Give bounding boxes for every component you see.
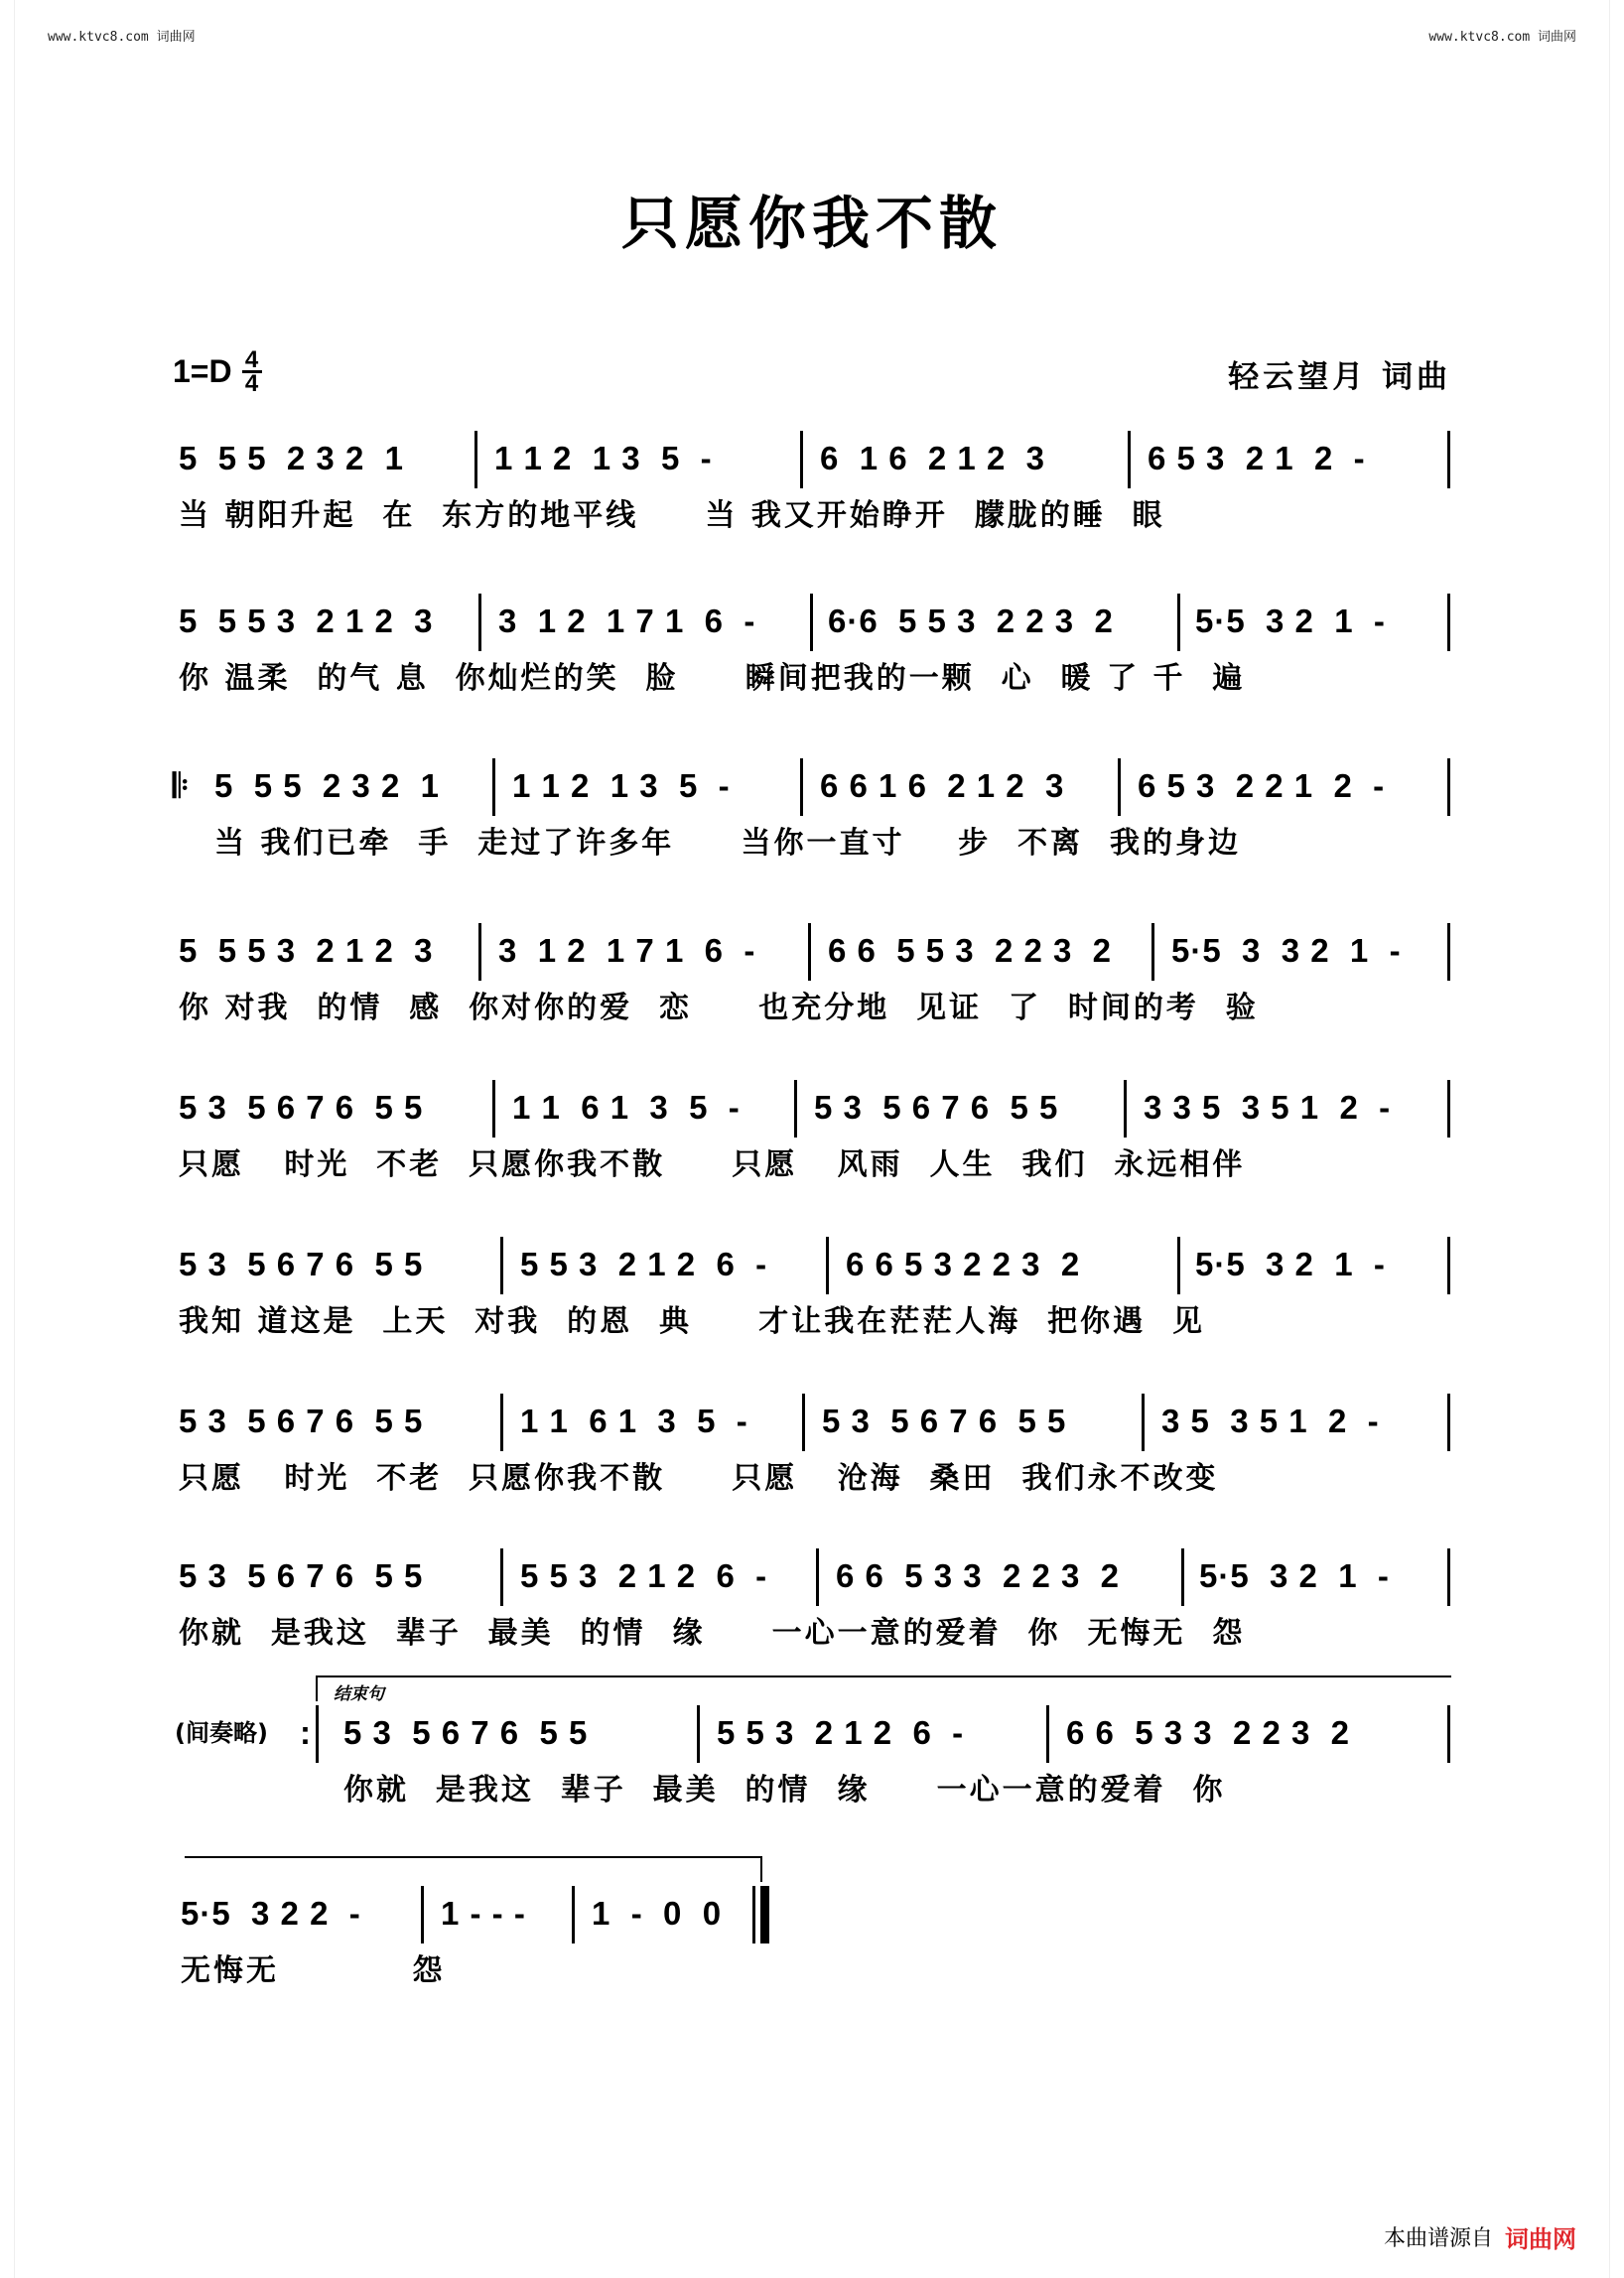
measure: 1 1 6 1 3 5 - [520, 1403, 748, 1439]
measure: 6 5 3 2 2 1 2 - [1138, 767, 1386, 804]
lyrics-line: 我知 道这是 上天 对我 的恩 典 才让我在茫茫人海 把你遇 见 [179, 1304, 1205, 1339]
lyrics-line: 只愿 时光 不老 只愿你我不散 只愿 风雨 人生 我们 永远相伴 [179, 1147, 1246, 1182]
measure: 5·5 3 3 2 1 - [1171, 932, 1402, 969]
bar-line [572, 1886, 575, 1943]
bar-line [1447, 594, 1450, 651]
measure: 6·6 5 5 3 2 2 3 2 [828, 603, 1114, 639]
bar-line [474, 431, 477, 488]
time-top: 4 [244, 346, 259, 373]
bar-line [808, 923, 811, 981]
lyrics-line: 你 温柔 的气 息 你灿烂的笑 脸 瞬间把我的一颗 心 暖 了 千 遍 [179, 661, 1246, 696]
score-row-3 [0, 764, 1624, 903]
measure: 5 5 5 2 3 2 1 [179, 440, 404, 476]
score-row-6 [0, 1243, 1624, 1382]
measure: 5 5 5 2 3 2 1 [214, 767, 440, 804]
measure: 1 1 2 1 3 5 - [512, 767, 731, 804]
key-label: 1=D [173, 353, 232, 389]
bar-line [826, 1237, 829, 1294]
measure: 5 5 3 2 1 2 6 - [520, 1246, 768, 1282]
bar-line [478, 923, 481, 981]
score-row-4 [0, 929, 1624, 1068]
bar-line [1118, 758, 1121, 816]
volta-bracket-end [185, 1856, 762, 1882]
bar-line [816, 1548, 819, 1606]
measure: 3 3 5 3 5 1 2 - [1144, 1089, 1392, 1126]
bar-line [1447, 758, 1450, 816]
measure: 5 3 5 6 7 6 5 5 [179, 1089, 424, 1126]
measure: 5·5 3 2 1 - [1195, 1246, 1386, 1282]
site-header-right[interactable]: www.ktvc8.com 词曲网 [1428, 30, 1576, 45]
bar-line [1447, 1705, 1450, 1763]
bar-line [1447, 1080, 1450, 1138]
bar-line [1447, 923, 1450, 981]
score-row-1 [0, 437, 1624, 576]
bar-line [800, 758, 803, 816]
bar-line [800, 431, 803, 488]
measure: 6 6 1 6 2 1 2 3 [820, 767, 1065, 804]
measure: 5·5 3 2 1 - [1199, 1557, 1390, 1594]
footer-brand-link[interactable]: 词曲网 [1505, 2225, 1576, 2253]
measure: 6 6 5 5 3 2 2 3 2 [828, 932, 1113, 969]
song-title: 只愿你我不散 [620, 190, 1003, 257]
time-bottom: 4 [244, 370, 259, 397]
measure: 5 3 5 6 7 6 5 5 [179, 1557, 424, 1594]
measure: 5·5 3 2 1 - [1195, 603, 1386, 639]
measure: 5 5 3 2 1 2 6 - [717, 1714, 965, 1751]
measure: 3 1 2 1 7 1 6 - [498, 603, 756, 639]
score-row-ending [0, 1711, 1624, 1850]
bar-line [1447, 431, 1450, 488]
measure: 5 3 5 6 7 6 5 5 [179, 1246, 424, 1282]
measure: 5 3 5 6 7 6 5 5 [822, 1403, 1067, 1439]
bar-line [1177, 594, 1180, 651]
bar-line [1142, 1394, 1145, 1451]
composer-credit: 轻云望月 词曲 [1228, 359, 1451, 395]
score-row-final [0, 1892, 1624, 2031]
site-header-left[interactable]: www.ktvc8.com 词曲网 [48, 30, 196, 45]
measure: 6 6 5 3 3 2 2 3 2 [1066, 1714, 1351, 1751]
lyrics-line: 当 我们已牵 手 走过了许多年 当你一直寸 步 不离 我的身边 [214, 826, 1241, 861]
score-row-8 [0, 1554, 1624, 1693]
bar-line [316, 1705, 319, 1763]
repeat-start-sign: 𝄆 [173, 767, 190, 804]
bar-line [697, 1705, 700, 1763]
lyrics-line: 你 对我 的情 感 你对你的爱 恋 也充分地 见证 了 时间的考 验 [179, 991, 1259, 1025]
bar-line [492, 1080, 495, 1138]
measure: 1 1 2 1 3 5 - [494, 440, 713, 476]
volta-bracket [316, 1675, 1451, 1701]
measure: 5 5 5 3 2 1 2 3 [179, 932, 434, 969]
bar-line [492, 758, 495, 816]
bar-line [794, 1080, 797, 1138]
bar-line [1124, 1080, 1127, 1138]
measure: 5 5 3 2 1 2 6 - [520, 1557, 768, 1594]
bar-line [1447, 1394, 1450, 1451]
lyrics-line: 无悔无 怨 [181, 1953, 446, 1988]
bar-line [421, 1886, 424, 1943]
measure: 1 - - - [441, 1895, 526, 1932]
lyrics-line: 你就 是我这 辈子 最美 的情 缘 一心一意的爱着 你 无悔无 怨 [179, 1616, 1246, 1651]
measure: 1 1 6 1 3 5 - [512, 1089, 741, 1126]
measure: 5 3 5 6 7 6 5 5 [343, 1714, 589, 1751]
measure: 5 5 5 3 2 1 2 3 [179, 603, 434, 639]
source-footer [1384, 2219, 1576, 2254]
lyrics-line: 你就 是我这 辈子 最美 的情 缘 一心一意的爱着 你 [343, 1773, 1226, 1808]
volta-label: 结束句 [334, 1684, 384, 1704]
lyrics-line: 只愿 时光 不老 只愿你我不散 只愿 沧海 桑田 我们永不改变 [179, 1461, 1219, 1496]
bar-line [1181, 1548, 1184, 1606]
bar-line [802, 1394, 805, 1451]
bar-line [1447, 1548, 1450, 1606]
repeat-end-sign: : [300, 1714, 311, 1751]
key-signature [173, 346, 262, 397]
final-bar-thick [760, 1886, 769, 1943]
measure: 6 1 6 2 1 2 3 [820, 440, 1045, 476]
bar-line [500, 1548, 503, 1606]
measure: 5 3 5 6 7 6 5 5 [814, 1089, 1059, 1126]
interlude-note: (间奏略) [175, 1719, 268, 1747]
bar-line [1177, 1237, 1180, 1294]
measure: 3 5 3 5 1 2 - [1161, 1403, 1380, 1439]
bar-line [1046, 1705, 1049, 1763]
measure: 3 1 2 1 7 1 6 - [498, 932, 756, 969]
score-row-5 [0, 1086, 1624, 1225]
measure: 6 6 5 3 3 2 2 3 2 [836, 1557, 1121, 1594]
time-signature [242, 346, 262, 397]
measure: 6 6 5 3 2 2 3 2 [846, 1246, 1081, 1282]
measure: 1 - 0 0 [592, 1895, 723, 1932]
bar-line [1151, 923, 1154, 981]
score-row-2 [0, 600, 1624, 738]
bar-line [1128, 431, 1131, 488]
bar-line [500, 1237, 503, 1294]
bar-line [478, 594, 481, 651]
score-row-7 [0, 1400, 1624, 1539]
measure: 5 3 5 6 7 6 5 5 [179, 1403, 424, 1439]
bar-line [1447, 1237, 1450, 1294]
lyrics-line: 当 朝阳升起 在 东方的地平线 当 我又开始睁开 朦胧的睡 眼 [179, 498, 1165, 533]
footer-text: 本曲谱源自 [1383, 2226, 1493, 2251]
bar-line [810, 594, 813, 651]
bar-line [500, 1394, 503, 1451]
final-bar-thin [752, 1886, 755, 1943]
measure: 6 5 3 2 1 2 - [1148, 440, 1366, 476]
measure: 5·5 3 2 2 - [181, 1895, 361, 1932]
